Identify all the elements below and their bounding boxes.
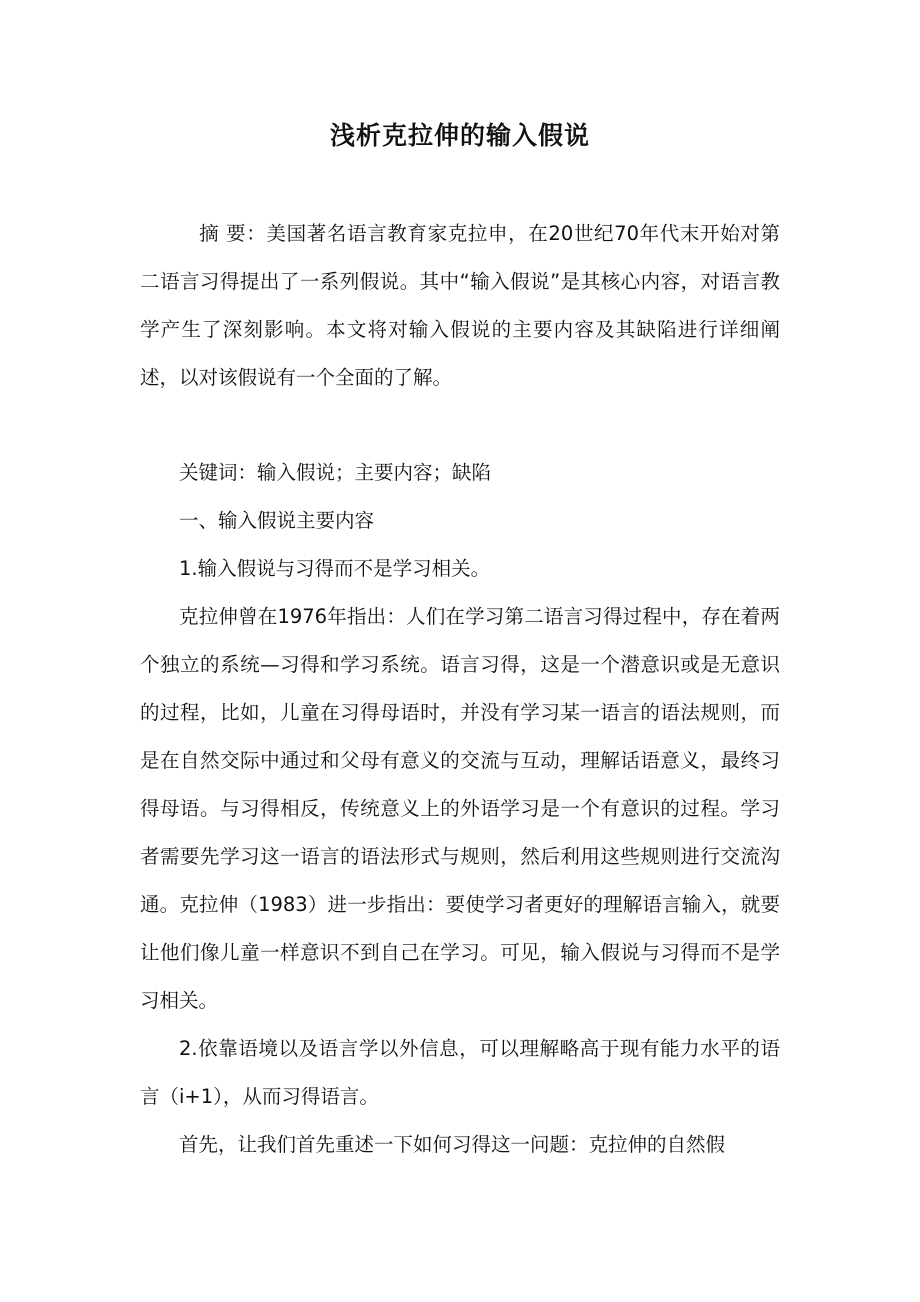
subsection-heading-2: 2.依靠语境以及语言学以外信息，可以理解略高于现有能力水平的语言（i+1），从而习得语言。 <box>140 1037 780 1108</box>
subsection-heading-1: 1.输入假说与习得而不是学习相关。 <box>179 557 491 580</box>
body-paragraph-2: 首先，让我们首先重述一下如何习得这一问题：克拉伸的自然假 <box>179 1133 726 1156</box>
abstract-text: 美国著名语言教育家克拉申，在20世纪70年代末开始对第二语言习得提出了一系列假说。其中“输入假说”是其核心内容，对语言教学产生了深刻影响。本文将对输入假说的主要内容及其缺陷进行详细阐述，以对该假说有一个全面的了解。 <box>140 222 780 389</box>
abstract-label: 摘 要： <box>198 222 267 245</box>
section-heading-1: 一、输入假说主要内容 <box>179 509 375 532</box>
abstract-paragraph <box>140 210 780 402</box>
keywords-line: 关键词：输入假说；主要内容；缺陷 <box>179 461 492 484</box>
document-title: 浅析克拉伸的输入假说 <box>329 121 590 150</box>
body-paragraph-1: 克拉伸曾在1976年指出：人们在学习第二语言习得过程中，存在着两个独立的系统—习得和学习系统。语言习得，这是一个潜意识或是无意识的过程，比如，儿童在习得母语时，并没有学习某一语言的语法规则，而是在自然交际中通过和父母有意义的交流与互动，理解话语意义，最终习得母语。与习得相反，传统意义上的外语学习是一个有意识的过程。学习者需要先学习这一语言的语法形式与规则，然后利用这些规则进行交流沟通。克拉伸（1983）进一步指出：要使学习者更好的理解语言输入，就要让他们像儿童一样意识不到自己在学习。可见，输入假说与习得而不是学习相关。 <box>140 605 780 1012</box>
